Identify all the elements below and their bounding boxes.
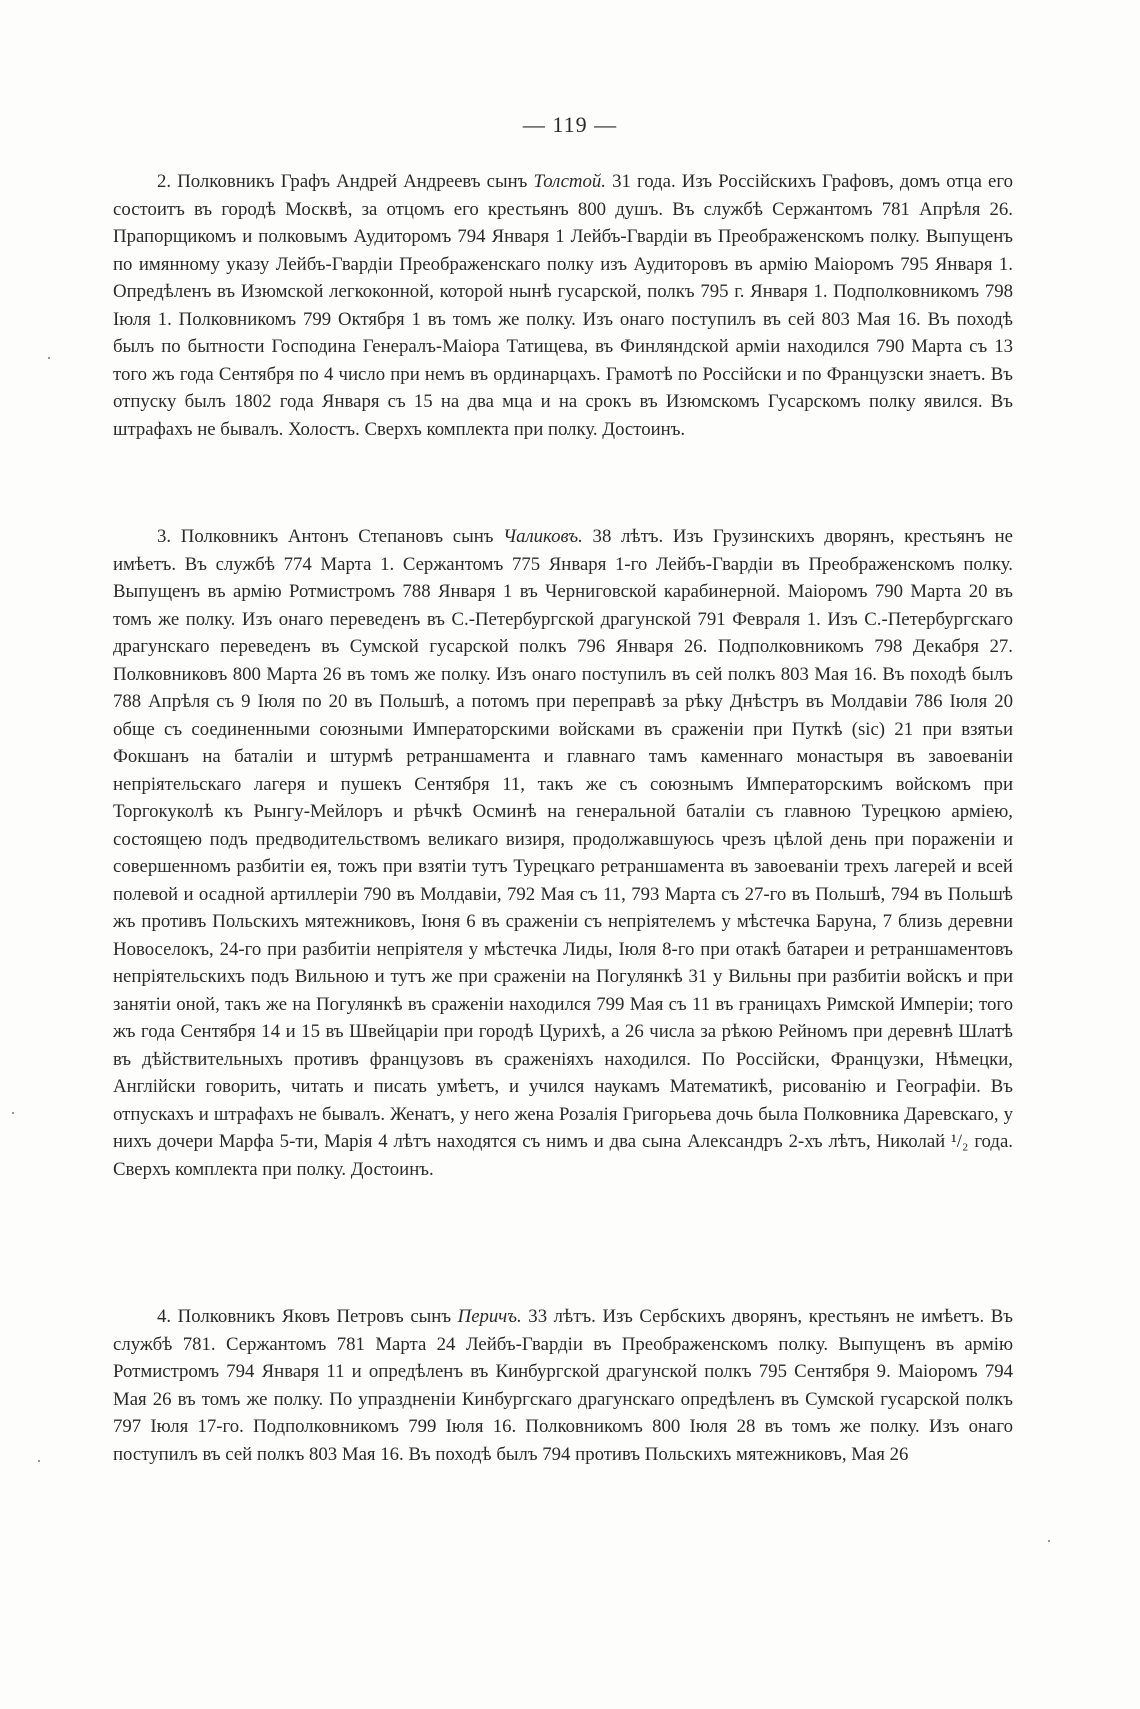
entry-body: 33 лѣтъ. Изъ Сербскихъ дворянъ, крестьянъ не имѣетъ. Въ службѣ 781. Сержантомъ 781 Марта 24 Лейбъ-Гвардіи въ Преображенскомъ полку. Выпущенъ въ армію Ротмистромъ 794 Января 11 и опредѣленъ въ Кинбургской драгунской полкъ 795 Сентября 9. Маіоромъ 794 Мая 26 въ томъ же полку. По упраздненіи Кинбургскаго драгунскаго опредѣленъ въ Сумской гусарской полкъ 797 Іюля 17-го. Подполковникомъ 799 Іюля 16. Полковникомъ 800 Іюля 28 въ томъ же полку. Изъ онаго поступилъ въ сей полкъ 803 Мая 16. Въ походѣ былъ 794 противъ Польскихъ мятежниковъ, Мая 26 [113,1306,1013,1465]
service-record-entry-2 [113,168,1013,443]
service-record-entry-4 [113,1303,1013,1468]
entry-surname: Перичъ. [457,1306,522,1327]
entry-paragraph [113,1303,1013,1468]
scan-speck [48,357,50,359]
entry-lead: 4. Полковникъ Яковъ Петровъ сынъ [157,1306,458,1327]
entry-paragraph [113,168,1013,443]
service-record-entry-3 [113,523,1013,1183]
scan-speck [12,1112,14,1114]
entry-surname: Толстой. [533,171,606,192]
page-number: — 119 — [522,112,618,137]
entry-body: 31 года. Изъ Россійскихъ Графовъ, домъ отца его состоитъ въ городѣ Москвѣ, за отцомъ его крестьянъ 800 душъ. Въ службѣ Сержантомъ 781 Апрѣля 26. Прапорщикомъ и полковымъ Аудиторомъ 794 Января 1 Лейбъ-Гвардіи въ Преображенскомъ полку. Выпущенъ по имянному указу Лейбъ-Гвардіи Преображенскаго полку изъ Аудиторовъ въ армію Маіоромъ 795 Января 1. Опредѣленъ въ Изюмской легкоконной, которой нынѣ гусарской, полкъ 795 г. Января 1. Подполковникомъ 798 Іюля 1. Полковникомъ 799 Октября 1 въ томъ же полку. Изъ онаго поступилъ въ сей 803 Мая 16. Въ походѣ былъ по бытности Господина Генералъ-Маіора Татищева, въ Финляндской арміи находился 790 Марта съ 13 того жъ года Сентября по 4 число при немъ въ ординарцахъ. Грамотѣ по Россійски и по Французски знаетъ. Въ отпуску былъ 1802 года Января съ 15 на два мца и на срокъ въ Изюмскомъ Гусарскомъ полку явился. Въ штрафахъ не бывалъ. Холостъ. Сверхъ комплекта при полку. Достоинъ. [113,171,1013,440]
entry-lead: 3. Полковникъ Антонъ Степановъ сынъ [157,526,504,547]
entry-surname: Чаликовъ. [503,526,583,547]
scan-speck [1048,1540,1050,1542]
entry-paragraph [113,523,1013,1183]
entry-body: 38 лѣтъ. Изъ Грузинскихъ дворянъ, крестьянъ не имѣетъ. Въ службѣ 774 Марта 1. Сержантомъ 775 Января 1-го Лейбъ-Гвардіи въ Преображенскомъ полку. Выпущенъ въ армію Ротмистромъ 788 Января 1 въ Черниговской карабинерной. Маіоромъ 790 Марта 20 въ томъ же полку. Изъ онаго переведенъ въ С.-Петербургской драгунской 791 Февраля 1. Изъ С.-Петербургскаго драгунскаго переведенъ въ Сумской гусарской полкъ 796 Января 26. Подполковникомъ 798 Декабря 27. Полковниковъ 800 Марта 26 въ томъ же полку. Изъ онаго поступилъ въ сей полкъ 803 Мая 16. Въ походѣ былъ 788 Апрѣля съ 9 Іюля по 20 въ Польшѣ, а потомъ при переправѣ за рѣку Днѣстръ въ Молдавіи 786 Іюля 20 обще съ соединенными союзными Императорскими войсками въ сраженіи при Путкѣ (sic) 21 при взятьи Фокшанъ на баталіи и штурмѣ ретраншамента и главнаго тамъ каменнаго монастыря въ завоеваніи непріятельскаго лагеря и пушекъ Сентября 11, такъ же съ союзнымъ Императорскимъ войскомъ при Торгокуколѣ къ Рынгу-Мейлоръ и рѣчкѣ Осминѣ на генеральной баталіи съ главною Турецкою арміею, состоящею подъ предводительствомъ великаго визиря, продолжавшуюсь чрезъ цѣлой день при пораженіи и совершенномъ разбитіи ея, тожъ при взятіи тутъ Турецкаго ретраншамента въ завоеваніи трехъ лагерей и всей полевой и осадной артиллеріи 790 въ Молдавіи, 792 Мая съ 11, 793 Марта съ 27-го въ Польшѣ, 794 въ Польшѣ жъ противъ Польскихъ мятежниковъ, Іюня 6 въ сраженіи съ непріятелемъ у мѣстечка Баруна, 7 близь деревни Новоселокъ, 24-го при разбитіи непріятеля у мѣстечка Лиды, Іюля 8-го при отакѣ батареи и ретраншаментовъ непріятельскихъ подъ Вильною и тутъ же при сраженіи на Погулянкѣ 31 у Вильны при разбитіи войскъ и при занятіи оной, такъ же на Погулянкѣ въ сраженіи находился 799 Мая съ 11 въ границахъ Римской Имперіи; того жъ года Сентября 14 и 15 въ Швейцаріи при городѣ Цурихѣ, а 26 числа за рѣкою Рейномъ при деревнѣ Шлатѣ въ дѣйствительныхъ противъ французовъ въ сраженіяхъ находился. По Россійски, Французки, Нѣмецки, Англійски говорить, читать и писать умѣетъ, и учился наукамъ Математикѣ, рисованію и Географіи. Въ отпускахъ и штрафахъ не бывалъ. Женатъ, у него жена Розалія Григорьева дочь была Полковника Даревскаго, у нихъ дочери Марфа 5-ти, Марія 4 лѣтъ находятся съ нимъ и два сына Александръ 2-хъ лѣтъ, Николай ¹/₂ года. Сверхъ комплекта при полку. Достоинъ. [113,526,1013,1180]
scan-speck [38,1460,40,1462]
entry-lead: 2. Полковникъ Графъ Андрей Андреевъ сынъ [157,171,534,192]
